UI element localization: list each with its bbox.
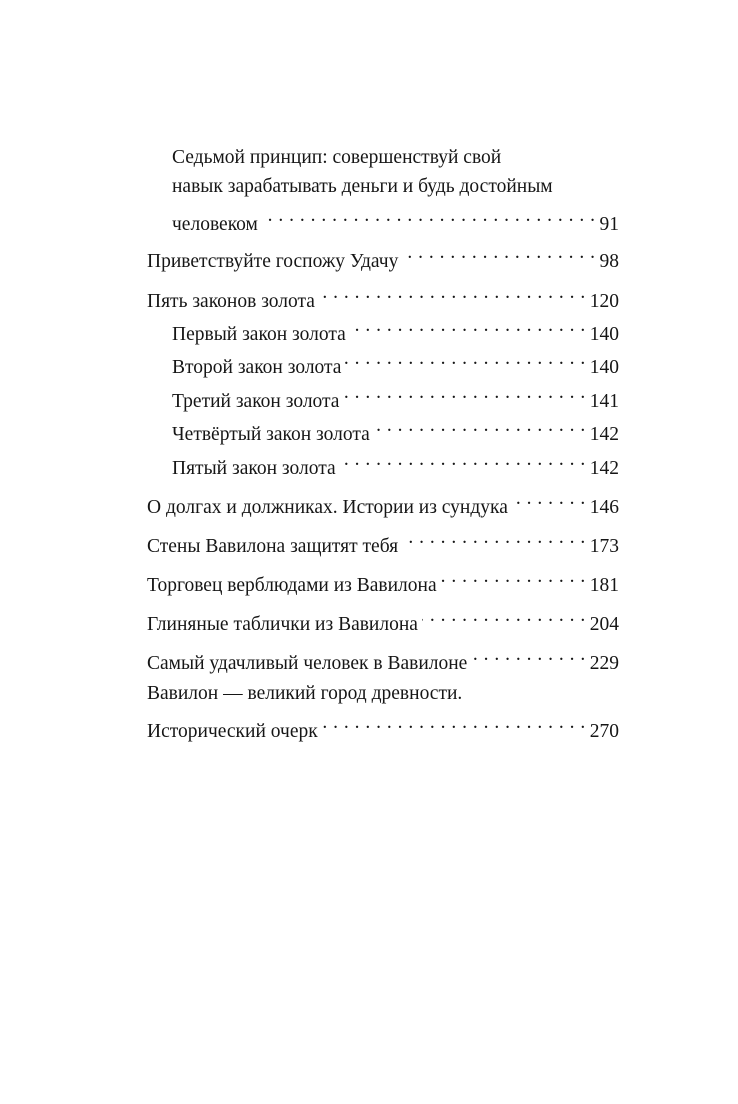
toc-entry-title: Самый удачливый человек в Вавилоне — [147, 653, 468, 674]
dot-leader — [402, 238, 595, 267]
toc-entry-title: Второй закон золота — [172, 357, 342, 378]
toc-entry-title: О долгах и должниках. Истории из сундука — [147, 497, 508, 518]
toc-entry-fifth-law[interactable] — [172, 445, 619, 483]
toc-entry-title: Пятый закон золота — [172, 458, 336, 479]
dot-leader — [441, 562, 586, 591]
dot-leader — [422, 601, 586, 630]
toc-entry-title: Глиняные таблички из Вавилона — [147, 614, 418, 635]
toc-page-number: 141 — [589, 391, 619, 412]
toc-entry-title: Пять законов золота — [147, 291, 315, 312]
toc-entry-second-law[interactable] — [172, 344, 619, 382]
dot-leader — [322, 708, 586, 737]
dot-leader — [471, 640, 585, 669]
toc-entry-line: навык зарабатывать деньги и будь достойным — [172, 176, 553, 197]
toc-page-number: 181 — [589, 575, 619, 596]
toc-page-number: 229 — [589, 653, 619, 674]
dot-leader — [512, 484, 586, 513]
toc-entry-title: Первый закон золота — [172, 324, 346, 345]
toc-page-number: 146 — [589, 497, 619, 518]
toc-page-number: 142 — [589, 424, 619, 445]
toc-entry-title: Торговец верблюдами из Вавилона — [147, 575, 437, 596]
toc-entry-debts[interactable] — [147, 484, 619, 522]
toc-entry-babylon-history[interactable] — [147, 679, 619, 746]
toc-entry-walls[interactable] — [147, 523, 619, 561]
dot-leader — [374, 411, 586, 440]
dot-leader — [350, 311, 586, 340]
toc-entry-title: человеком — [172, 214, 258, 235]
toc-page-number: 173 — [589, 536, 619, 557]
toc-page-number: 98 — [599, 251, 619, 272]
toc-entry-fourth-law[interactable] — [172, 411, 619, 449]
toc-entry-line: Седьмой принцип: совершенствуй свой — [172, 147, 502, 168]
dot-leader — [262, 201, 596, 230]
dot-leader — [402, 523, 586, 552]
dot-leader — [343, 378, 585, 407]
toc-entry-title: Третий закон золота — [172, 391, 340, 412]
toc-entry-greet-lady-luck[interactable] — [147, 238, 619, 276]
toc-entry-seventh-principle[interactable] — [172, 143, 619, 239]
toc-entry-clay-tablets[interactable] — [147, 601, 619, 639]
toc-page-number: 270 — [589, 721, 619, 742]
toc-entry-title: Исторический очерк — [147, 721, 318, 742]
toc-entry-title: Стены Вавилона защитят тебя — [147, 536, 399, 557]
toc-page-number: 140 — [589, 324, 619, 345]
toc-entry-luckiest-man[interactable] — [147, 640, 619, 678]
toc-entry-camel-trader[interactable] — [147, 562, 619, 600]
toc-page-number: 120 — [589, 291, 619, 312]
toc-entry-title: Четвёртый закон золота — [172, 424, 370, 445]
dot-leader — [340, 445, 586, 474]
dot-leader — [319, 278, 586, 307]
toc-entry-line: Вавилон — великий город древности. — [147, 683, 463, 704]
dot-leader — [345, 344, 585, 373]
toc-entry-title: Приветствуйте госпожу Удачу — [147, 251, 399, 272]
toc-page-number: 142 — [589, 458, 619, 479]
toc-page-number: 204 — [589, 614, 619, 635]
toc-page-number: 140 — [589, 357, 619, 378]
toc-page-number: 91 — [599, 214, 619, 235]
